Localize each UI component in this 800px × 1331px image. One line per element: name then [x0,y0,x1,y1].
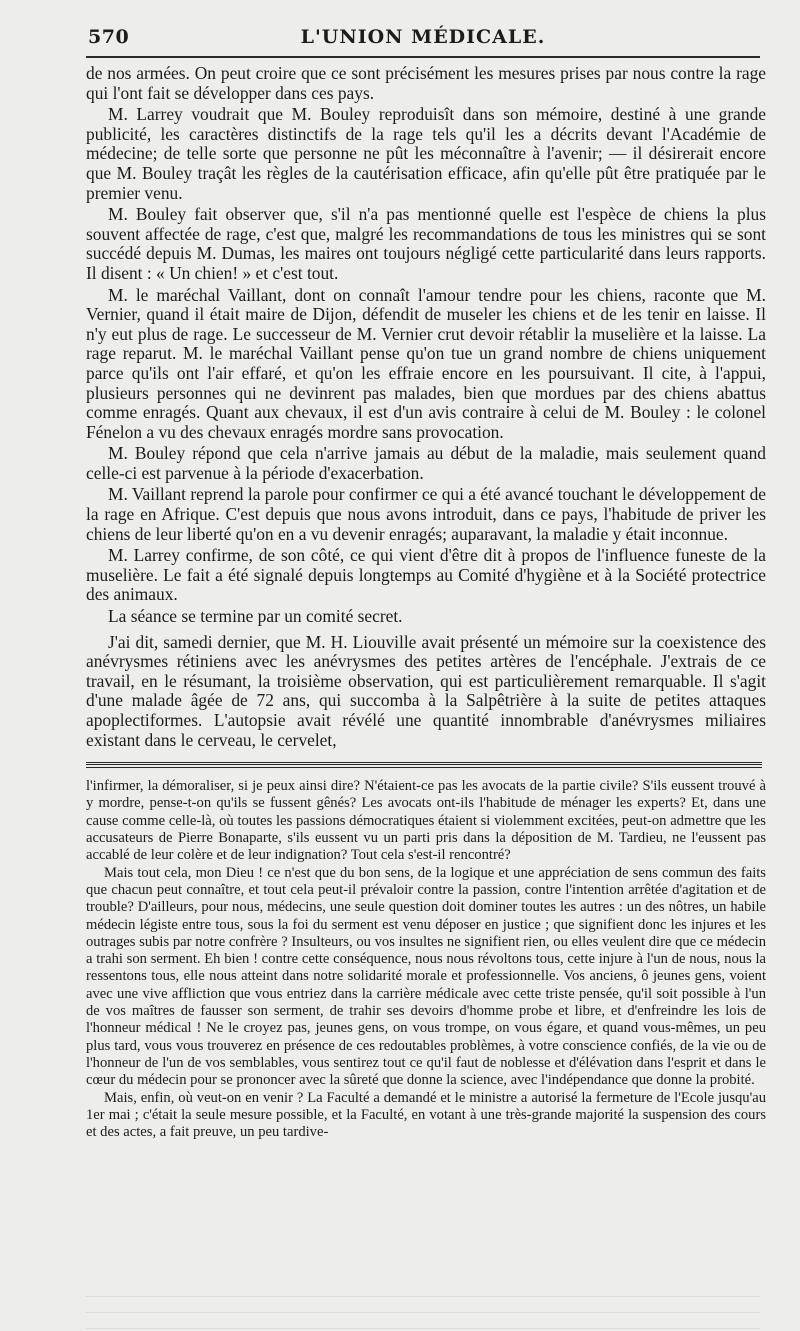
paragraph: M. Bouley fait observer que, s'il n'a pas mentionné quelle est l'espèce de chiens la plus souvent affectée de rage, c'est que, malgré les recommandations de tous les ministres qui se sont succédé depuis M. Dumas, les maires ont toujours négligé cette particularité dans leurs rapports. Il disent : « Un chien! » et c'est tout. [86,204,766,283]
paragraph: M. Larrey voudrait que M. Bouley reproduisît dans son mémoire, destiné à une grande publicité, les caractères distinctifs de la rage tels qu'il les a décrits devant l'Académie de médecine; de telle sorte que personne ne pût les méconnaître à l'avenir; — il désirerait encore que M. Bouley traçât les règles de la cautérisation efficace, afin qu'elle pût être pratiquée par le premier venu. [86,104,766,203]
paragraph: La séance se termine par un comité secret. [108,606,403,627]
paragraph: M. Larrey confirme, de son côté, ce qui vient d'être dit à propos de l'influence funeste de la muselière. Le fait a été signalé depuis longtemps au Comité d'hygiène et à la Société protectrice des animaux. [86,545,766,605]
paragraph: J'ai dit, samedi dernier, que M. H. Liouville avait présenté un mémoire sur la coexistence des anévrysmes rétiniens avec les anévrysmes des petites artères de l'encéphale. J'extrais de ce travail, en le résumant, la troisième observation, qui est particulièrement remarquable. Il s'agit d'une malade âgée de 72 ans, qui succomba à la Salpêtrière à la suite de petites attaques apoplectiformes. L'autopsie avait révélé une quantité innombrable d'anévrysmes miliaires existant dans le cerveau, le cervelet, [86,631,766,750]
feuilleton-paragraph: Mais, enfin, où veut-on en venir ? La Faculté a demandé et le ministre a autorisé la fermeture de l'Ecole jusqu'au 1er mai ; c'était la seule mesure possible, et la Faculté, en votant à une très-grande majorité la suspension des cours et des actes, a fait preuve, un peu tardive- [86,1089,766,1141]
feuilleton-paragraph: l'infirmer, la démoraliser, si je peux ainsi dire? N'étaient-ce pas les avocats de la partie civile? S'ils eussent trouvé à y mordre, pense-t-on qu'ils se fussent gênés? Les avocats ont-ils l'habitude de ménager les experts? Et, dans une cause comme celle-là, où toutes les passions démocratiques étaient si violemment excitées, peut-on admettre que les accusateurs de Pierre Bonaparte, s'ils eussent vu un parti pris dans la déposition de M. Tardieu, ne l'eussent pas accablé de leur colère et de leur indignation? Tout cela s'est-il rencontré? [86,778,766,864]
paragraph: M. le maréchal Vaillant, dont on connaît l'amour tendre pour les chiens, raconte que M. Vernier, quand il était maire de Dijon, défendit de museler les chiens et de les tenir en laisse. Il n'y eut plus de rage. Le successeur de M. Vernier crut devoir rétablir la muselière et la laisse. La rage reparut. M. le maréchal Vaillant pense qu'on tue un grand nombre de chiens uniquement parce qu'ils ont l'air effaré, et qu'on les effraie encore en les poursuivant. Il cite, à l'appui, plusieurs personnes qui ne devinrent pas malades, bien que mordues par des chiens abattus comme enragés. Quant aux chevaux, il est d'un avis contraire à celui de M. Bouley : le colonel Fénelon a vu des chevaux enragés mordre sans provocation. [86,284,766,442]
feuilleton-paragraph: Mais tout cela, mon Dieu ! ce n'est que du bon sens, de la logique et une appréciation de sens commun des faits que chacun peut connaître, et tout cela peut-il prévaloir contre la passion, contre l'intention arrêtée d'agitation et de trouble? D'ailleurs, pour nous, médecins, une seule question doit dominer toutes les autres : un des nôtres, un habile médecin légiste entre tous, sous la foi du serment est venu déposer en justice ; que signifient donc les injures et les outrages subis par notre confrère ? Insulteurs, ou vos insultes ne signifient rien, ou elles veulent dire que ce médecin a trahi son serment. Eh bien ! contre cette conséquence, nous nous révoltons tous, cette injure à l'un de nous, nous la ressentons tous, elle nous atteint dans notre solidarité morale et professionnelle. Vos anciens, ô jeunes gens, voient avec une vive affliction que vous entriez dans la carrière médicale avec cette triste pensée, qu'il soit possible à l'un de vos maîtres de fausser son serment, de trahir ses devoirs d'homme probe et libre, et d'enfreindre les lois de l'honneur médical ! Ne le croyez pas, jeunes gens, on vous trompe, on vous égare, et quand vous-mêmes, un peu plus tard, vous vous trouverez en présence de ces redoutables problèmes, à votre conscience confiés, de la vie ou de l'honneur de l'un de vos semblables, vous sentirez tout ce qu'il faut de noblesse et d'élévation dans l'esprit et dans le cœur du médecin pour se prononcer avec la sûreté que donne la science, avec l'indépendance que donne la probité. [86,864,766,1089]
page-number: 570 [88,26,130,48]
bleed-through-texture [86,1289,760,1329]
page-header [86,22,760,58]
paragraph: M. Bouley répond que cela n'arrive jamais au début de la maladie, mais seulement quand celle-ci est parvenue à la période d'exacerbation. [86,443,766,483]
feuilleton-text [86,778,766,1141]
main-text [86,64,766,750]
journal-title: L'UNION MÉDICALE. [300,26,546,48]
section-divider [86,762,762,768]
paragraph: de nos armées. On peut croire que ce sont précisément les mesures prises par nous contre la rage qui l'ont fait se développer dans ces pays. [86,63,766,103]
paragraph: M. Vaillant reprend la parole pour confirmer ce qui a été avancé touchant le développement de la rage en Afrique. C'est depuis que nous avons introduit, dans ce pays, l'habitude de priver les chiens de leur liberté qu'on en a vu devenir enragés; auparavant, la maladie y était inconnue. [86,484,766,544]
